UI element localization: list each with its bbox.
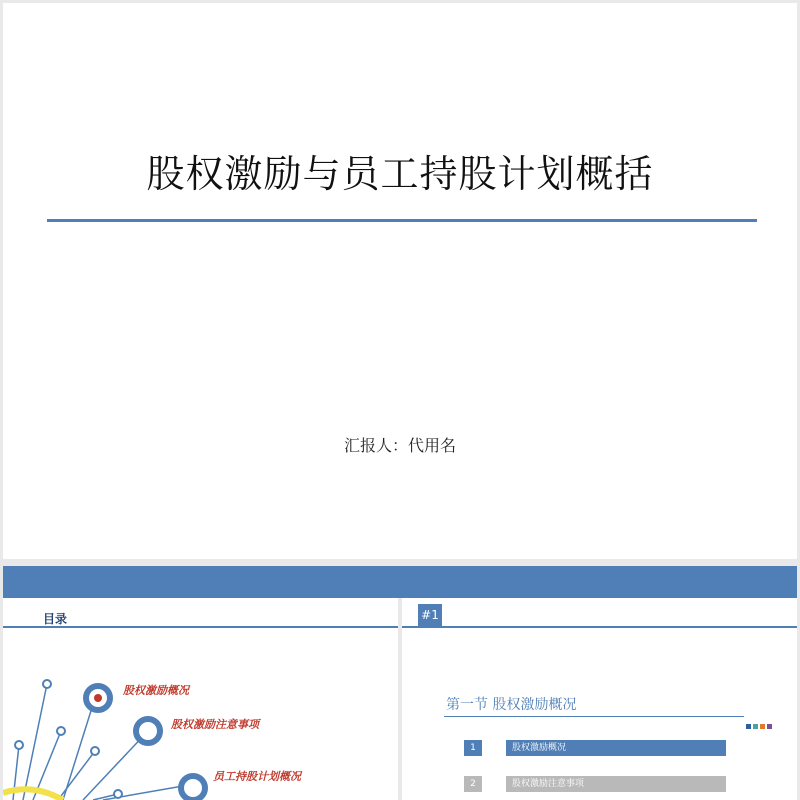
section-title: 第一节 股权激励概况: [446, 697, 577, 713]
node-dot: [43, 680, 51, 688]
toc-item-3[interactable]: 员工持股计划概况: [213, 770, 301, 783]
toc-heading: 目录: [43, 612, 68, 626]
sub-item-number: 2: [464, 776, 482, 792]
node-dot: [15, 741, 23, 749]
title-divider: [47, 219, 757, 222]
accent-dot: [760, 724, 765, 729]
sub-item-number: 1: [464, 740, 482, 756]
reporter-text: 汇报人：代用名: [343, 436, 456, 455]
toc-ring: [181, 776, 205, 800]
accent-dot: [767, 724, 772, 729]
toc-item-2[interactable]: 股权激励注意事项: [171, 718, 259, 731]
node-dot: [114, 790, 122, 798]
toc-ring: [136, 719, 160, 743]
section-divider: [402, 626, 797, 628]
cover-slide: [3, 3, 797, 559]
blue-banner: [3, 566, 797, 598]
sub-item-label[interactable]: 股权激励概况: [506, 740, 726, 756]
sub-item-label[interactable]: 股权激励注意事项: [506, 776, 726, 792]
accent-dots: [746, 714, 774, 733]
spoke-line: [23, 684, 47, 800]
accent-dot: [746, 724, 751, 729]
accent-dot: [753, 724, 758, 729]
toc-item-1[interactable]: 股权激励概况: [123, 684, 189, 697]
section-slide: [402, 598, 797, 800]
toc-ring-center: [94, 694, 102, 702]
node-dot: [91, 747, 99, 755]
cover-title: 股权激励与员工持股计划概括: [146, 152, 654, 196]
toc-graphic: [3, 598, 398, 800]
spoke-line: [63, 698, 95, 800]
toc-slide: [3, 598, 398, 800]
section-badge: #1: [418, 604, 442, 626]
section-underline: [444, 716, 744, 717]
node-dot: [57, 727, 65, 735]
